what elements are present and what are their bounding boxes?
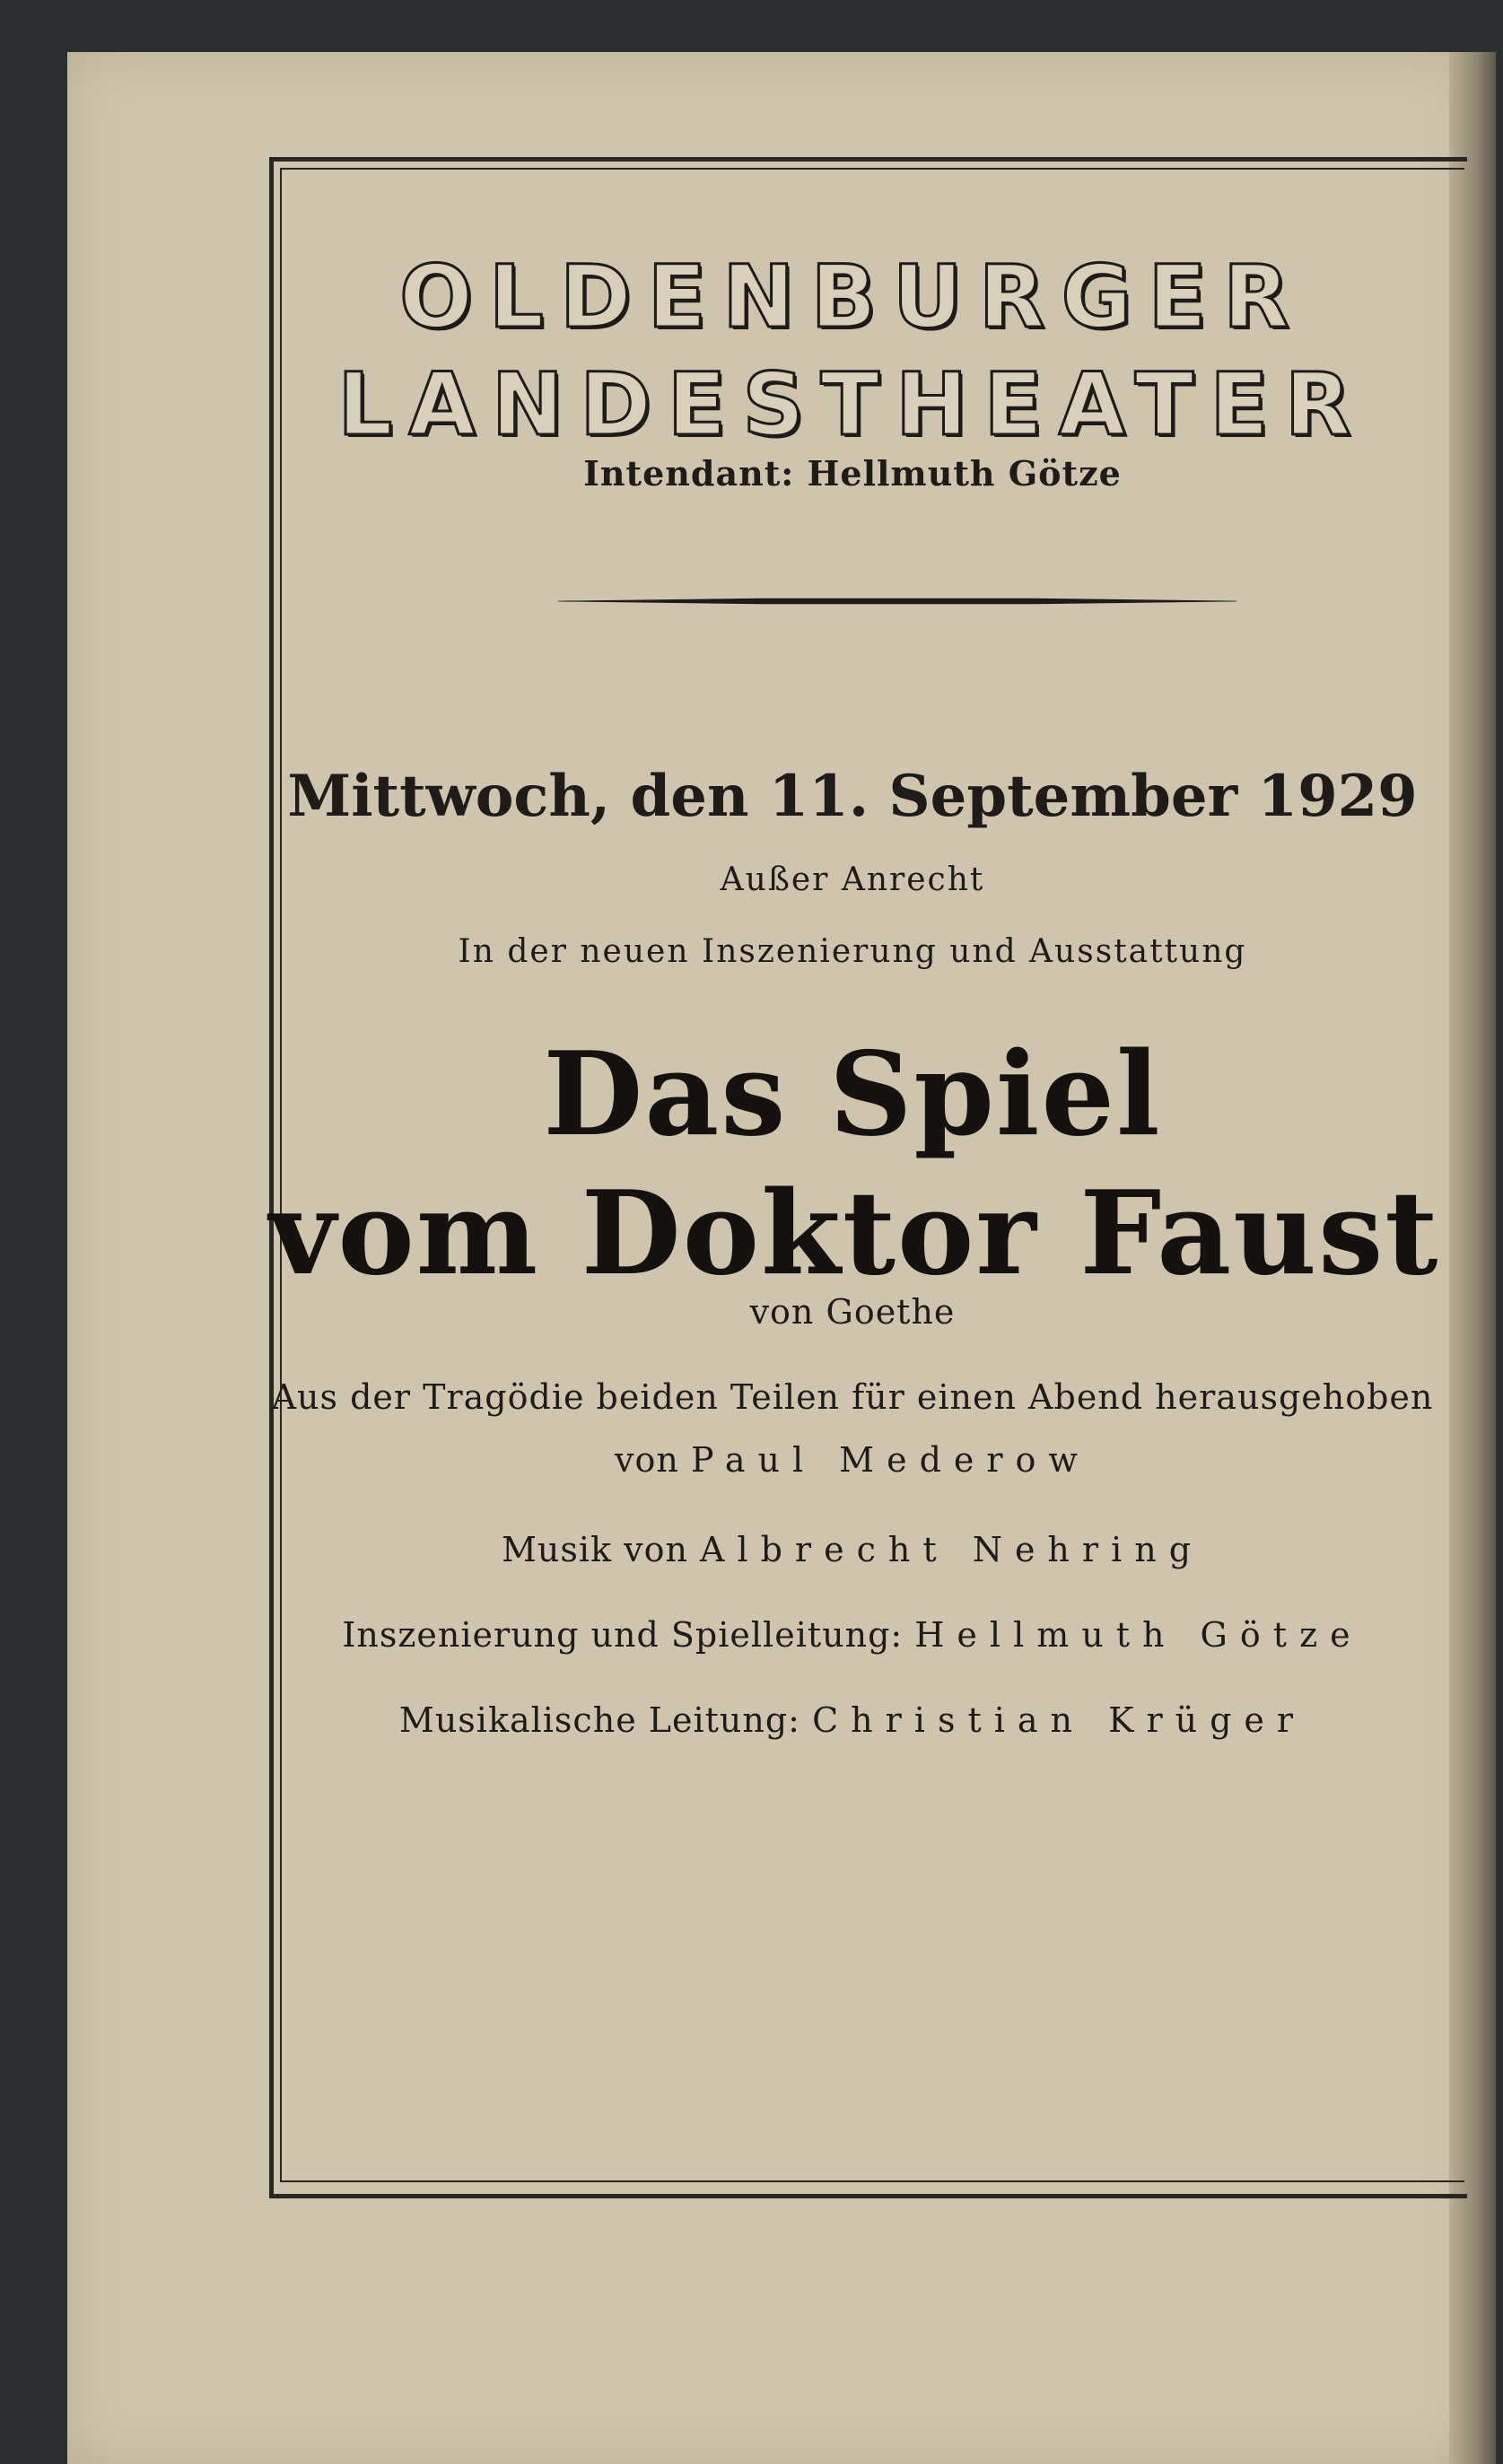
adaptation-by-line <box>269 1440 1436 1480</box>
music-by-name: Albrecht Nehring <box>700 1530 1204 1569</box>
adaptation-by-name: Paul Mederow <box>690 1440 1090 1480</box>
direction-line <box>269 1615 1436 1655</box>
direction-prefix: Inszenierung und Spielleitung: <box>342 1615 904 1655</box>
music-line <box>269 1530 1436 1569</box>
author-line: von Goethe <box>749 1292 956 1332</box>
musical-direction-line <box>269 1700 1436 1740</box>
theater-name-line1: OLDENBURGER <box>399 247 1306 347</box>
theater-name-line2: LANDESTHEATER <box>337 354 1368 455</box>
adaptation-line: Aus der Tragödie beiden Teilen für einen Abend herausgehoben <box>271 1377 1434 1417</box>
adaptation-by-prefix: von <box>615 1440 679 1480</box>
performance-date: Mittwoch, den 11. September 1929 <box>287 763 1418 830</box>
direction-by-name: Hellmuth Götze <box>914 1615 1363 1655</box>
musical-direction-prefix: Musikalische Leitung: <box>398 1700 800 1740</box>
subscription-note: Außer Anrecht <box>720 861 985 898</box>
staging-note: In der neuen Inszenierung und Ausstattung <box>458 933 1247 970</box>
play-title-line1: Das Spiel <box>543 1027 1162 1162</box>
intendant-line: Intendant: Hellmuth Götze <box>583 453 1122 494</box>
play-title-line2: vom Doktor Faust <box>269 1166 1440 1301</box>
music-prefix: Musik von <box>501 1530 688 1569</box>
musical-direction-by-name: Christian Krüger <box>812 1700 1306 1740</box>
